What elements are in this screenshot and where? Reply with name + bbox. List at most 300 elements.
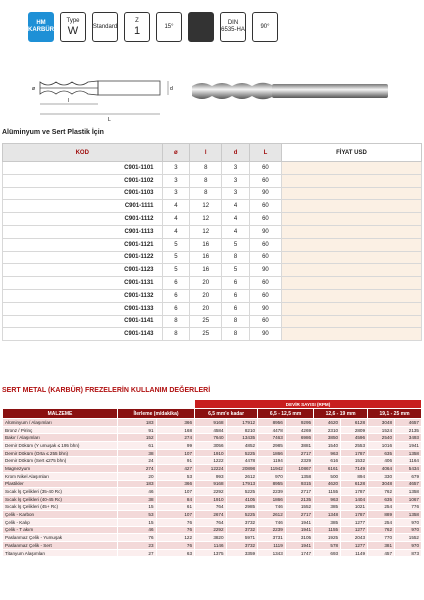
table-cell: 4596 [341,434,368,442]
table-cell: 635 [368,495,395,503]
table-cell: 2674 [195,511,227,519]
table-cell: 2329 [285,457,313,465]
table-cell: 635 [368,449,395,457]
table-cell: Bakır / Alaşımları [3,434,118,442]
table-cell: 1358 [285,472,313,480]
table-cell: 5225 [226,511,258,519]
table2-header: 6,5 - 12,5 mm [258,409,314,419]
table-cell [281,213,421,226]
table-cell: 4852 [226,442,258,450]
table-cell: 776 [395,503,422,511]
table-cell: 679 [395,472,422,480]
table-cell: C901-1133 [3,302,163,315]
table-cell: C901-1143 [3,328,163,341]
helix-15-icon [156,12,182,42]
table-cell: 1149 [341,549,368,557]
rpm-header: DEVİR SAYISI (RPM) [195,400,422,409]
table-cell: 500 [314,472,341,480]
table-row [3,264,422,277]
type-w-icon [60,12,86,42]
table-cell: 1277 [341,526,368,534]
table-cell: Çelik - T akım [3,526,118,534]
table-cell: 889 [368,511,395,519]
table-cell: 457 [368,549,395,557]
table-cell: 4064 [368,465,395,473]
table-cell: 3048 [368,480,395,488]
table-row [3,534,422,542]
table-cell: 1787 [341,511,368,519]
table-cell: 2310 [314,426,341,434]
table-cell: 2553 [341,442,368,450]
table-cell: 3105 [285,534,313,542]
icon-text: 15° [164,23,174,30]
table-cell: 6 [162,289,190,302]
table-cell: 84 [156,495,195,503]
table-cell: 3 [162,174,190,187]
table-cell: 9168 [195,419,227,427]
table-row [3,328,422,341]
table-cell: 970 [258,472,286,480]
table-cell: 3732 [226,518,258,526]
table-cell: 61 [118,442,157,450]
table-cell: 61 [156,503,195,511]
table-cell: 8 [222,315,250,328]
table-cell: 4 [222,200,250,213]
table-row [3,225,422,238]
table-cell: 3 [162,187,190,200]
table-cell [281,238,421,251]
table-cell: 152 [118,434,157,442]
table-cell: 3820 [195,534,227,542]
table-cell: 90 [249,302,281,315]
table-cell: C901-1101 [3,162,163,175]
table-cell: 274 [118,465,157,473]
table-cell: 20 [190,277,222,290]
table-cell: Plastikler [3,480,118,488]
table-cell: 1119 [258,542,286,550]
table-cell: 122 [156,534,195,542]
table-cell: 1787 [341,488,368,496]
table-cell: 1925 [314,534,341,542]
table-cell: 578 [314,542,341,550]
table-cell: Sıcak İş Çelikleri (35-40 Rc) [3,488,118,496]
table-cell: 11942 [258,465,286,473]
table-cell [281,174,421,187]
table-cell: 366 [156,419,195,427]
table-cell: 366 [156,480,195,488]
table-cell: 90 [249,187,281,200]
table-cell: 2612 [226,472,258,480]
table-cell: 1343 [258,549,286,557]
feature-icons [28,12,278,42]
table-row [3,495,422,503]
table-cell: 6 [162,302,190,315]
table-cell: Demir Döküm (Orta ≤ 255 bhn) [3,449,118,457]
table-cell: 1866 [258,495,286,503]
table-cell: 873 [395,549,422,557]
table-cell: 254 [368,518,395,526]
table2-title: SERT METAL (KARBÜR) FREZELERİN KULLANIM DEĞERLERİ [2,387,211,394]
table-cell: 1866 [258,449,286,457]
table-cell: 5225 [226,449,258,457]
table-cell: 770 [368,534,395,542]
table-cell: 616 [314,457,341,465]
table-cell: 2292 [195,526,227,534]
table-cell: 20898 [226,465,258,473]
table-cell: 107 [156,488,195,496]
table-cell: 1164 [395,457,422,465]
table-cell: 38 [118,449,157,457]
table-row [3,434,422,442]
table-cell: 8 [190,174,222,187]
table-cell: 1404 [341,495,368,503]
table-cell: Sıcak İş Çelikleri (40-45 Rc) [3,495,118,503]
table-cell: 76 [156,526,195,534]
table-cell: 2135 [285,495,313,503]
table-cell: 993 [195,472,227,480]
icon-text: 6535-HA [221,27,245,33]
table-cell: Bronz / Pirinç [3,426,118,434]
table-cell: 1532 [341,457,368,465]
table-cell: 27 [118,549,157,557]
table-cell: C901-1111 [3,200,163,213]
table-cell: 1067 [395,495,422,503]
table-cell: 4269 [285,426,313,434]
table-cell: 2985 [258,442,286,450]
table-cell: 2239 [258,488,286,496]
table-cell: 76 [156,542,195,550]
table-row [3,549,422,557]
table-cell: 5 [222,238,250,251]
table-cell: 5971 [226,534,258,542]
table-cell: 274 [156,434,195,442]
table-cell: 3359 [226,549,258,557]
table-cell [281,187,421,200]
table-cell: Sıcak İş Çelikleri (45+ Rc) [3,503,118,511]
table-cell: 1155 [314,526,341,534]
table-row [3,465,422,473]
table2-header: 6,5 mm'e kadar [195,409,258,419]
table-cell: 8 [222,251,250,264]
table-cell: 1277 [341,542,368,550]
dim-diam: ø [32,86,36,92]
table-cell: 1941 [285,526,313,534]
table1-title: Alüminyum ve Sert Plastik İçin [2,129,104,136]
table-cell: 8 [190,187,222,200]
table-cell: 10867 [285,465,313,473]
table-row [3,518,422,526]
table-cell: 4657 [395,480,422,488]
table-cell: 3 [222,174,250,187]
hm-karbur-icon [28,12,54,42]
product-table [2,143,422,341]
table-cell: 693 [314,549,341,557]
table-row [3,213,422,226]
table-cell: 12 [190,213,222,226]
table-cell: Çelik - Karbon [3,511,118,519]
tool-drawing [28,72,178,122]
table-cell: 2135 [395,426,422,434]
table-cell: 8 [190,162,222,175]
table-cell: Demir Döküm (Y umuşak ≤ 195 bhn) [3,442,118,450]
table-cell: 99 [156,442,195,450]
din-icon [220,12,246,42]
table-cell: 4 [162,213,190,226]
table-cell: 3 [222,162,250,175]
table-cell: 20 [118,472,157,480]
table-cell: 24 [118,457,157,465]
table-cell: 4105 [226,495,258,503]
table-cell: 16 [190,238,222,251]
table-cell: 8956 [258,419,286,427]
table-row [3,511,422,519]
table-cell: 254 [368,503,395,511]
table-cell: C901-1121 [3,238,163,251]
table-cell: C901-1102 [3,174,163,187]
table-cell: 60 [249,213,281,226]
table-cell: 46 [118,526,157,534]
table-cell: 894 [341,472,368,480]
table-cell: 60 [249,251,281,264]
table-cell: Alüminyum / Alaşımları [3,419,118,427]
table-cell: 970 [395,518,422,526]
table-cell: 4478 [226,457,258,465]
table-cell: 12 [190,200,222,213]
table-cell [281,277,421,290]
table-cell: 5 [162,264,190,277]
table-cell: 2239 [258,526,286,534]
table-row [3,315,422,328]
table-cell: 3056 [195,442,227,450]
table-cell: 330 [368,472,395,480]
table-cell: 762 [368,526,395,534]
table-cell: 17913 [226,480,258,488]
table-cell: Magnezyum [3,465,118,473]
table-cell: 6 [222,289,250,302]
table-cell: 5 [222,264,250,277]
table-cell: 12224 [195,465,227,473]
table-cell: 107 [156,449,195,457]
icon-text: KARBÜR [28,27,54,33]
coating-icon [188,12,214,42]
table-cell: 1358 [395,511,422,519]
table-cell: 1348 [314,511,341,519]
table-cell: 15 [118,518,157,526]
table-cell: 1375 [195,549,227,557]
table-row [3,488,422,496]
table-cell: 764 [195,518,227,526]
table-cell: 60 [249,238,281,251]
table-cell: 5 [162,238,190,251]
table1-header: l [190,144,222,162]
table-row [3,174,422,187]
table-cell: 9295 [285,419,313,427]
table-cell: 4478 [258,426,286,434]
table-cell: 9315 [285,480,313,488]
table-cell: 1146 [195,542,227,550]
table-cell: 2043 [341,534,368,542]
table-cell: 1358 [395,449,422,457]
usage-table [2,399,422,557]
table-cell: 20 [190,289,222,302]
table-cell: 16 [190,251,222,264]
table-cell: 2292 [195,488,227,496]
table-cell: 5 [162,251,190,264]
table-cell: 9168 [195,480,227,488]
table-row [3,542,422,550]
table-cell: 1910 [195,449,227,457]
table-cell: C901-1123 [3,264,163,277]
table-cell: 1552 [395,534,422,542]
table-cell: 46 [118,488,157,496]
table-cell: 4620 [314,480,341,488]
table-cell: 8955 [258,480,286,488]
table-cell [281,328,421,341]
table-row [3,457,422,465]
table-cell [281,289,421,302]
table-cell: 1787 [341,449,368,457]
table-cell: 7463 [258,434,286,442]
table-cell: 2717 [285,511,313,519]
table-cell: 8 [162,315,190,328]
table-cell: 91 [156,457,195,465]
table-cell: 23 [118,542,157,550]
table-cell: 970 [395,542,422,550]
table-cell: 2540 [368,434,395,442]
table-cell: 2985 [226,503,258,511]
table-cell: 3493 [395,434,422,442]
table-cell: 6128 [341,419,368,427]
table-cell: 13435 [226,434,258,442]
table-cell: 17912 [226,419,258,427]
table-row [3,187,422,200]
table-cell: C901-1122 [3,251,163,264]
icon-text: 1 [133,24,141,37]
table-row [3,472,422,480]
table-cell: 8 [162,328,190,341]
table-row [3,162,422,175]
table-cell: 4 [162,225,190,238]
table-cell: 6 [162,277,190,290]
icon-text: HM [36,20,46,26]
table-cell: 963 [314,449,341,457]
table-row [3,503,422,511]
dim-l: l [68,98,70,104]
table-cell: 183 [118,419,157,427]
table-cell: 1194 [258,457,286,465]
table-cell: 6986 [285,434,313,442]
table-row [3,442,422,450]
dim-L: L [108,117,111,122]
table-cell: 1016 [368,442,395,450]
table-row [3,302,422,315]
table-cell: 746 [258,518,286,526]
table-row [3,251,422,264]
table2-header: 19,1 - 25 mm [368,409,422,419]
dim-d: d [170,86,173,92]
table-cell: 970 [395,526,422,534]
table-cell: 385 [314,503,341,511]
table-cell: 1358 [395,488,422,496]
table-cell: 76 [156,518,195,526]
table-cell [281,264,421,277]
table-cell: 8210 [226,426,258,434]
table-cell: 4620 [314,419,341,427]
table-cell: 4 [162,200,190,213]
table-cell: 3732 [226,542,258,550]
angle-90-icon [252,12,278,42]
table-row [3,449,422,457]
table-cell: 1524 [368,426,395,434]
z1-icon [124,12,150,42]
table-cell: 7149 [341,465,368,473]
table1-header: KOD [3,144,163,162]
table-cell [281,251,421,264]
icon-text: DIN [227,20,239,26]
table-cell: 76 [118,534,157,542]
table-cell: 90 [249,225,281,238]
table2-header: 12,6 - 19 mm [314,409,368,419]
table-cell: 2717 [285,449,313,457]
table-cell: Krom Nikel Alaşımları [3,472,118,480]
table-cell: 963 [314,495,341,503]
table2-header: MALZEME [3,409,118,419]
table-cell: 3048 [368,419,395,427]
table-cell [281,200,421,213]
table-cell: C901-1113 [3,225,163,238]
table-cell: 6128 [341,480,368,488]
table-cell: 385 [314,518,341,526]
table-cell: 107 [156,511,195,519]
table-cell: 60 [249,315,281,328]
table-row [3,277,422,290]
table-cell [281,315,421,328]
table-cell: 6 [222,302,250,315]
icon-text: W [67,24,79,37]
table-cell: 746 [258,503,286,511]
table-cell: 1747 [285,549,313,557]
tool-photo [190,76,390,106]
table-row [3,480,422,488]
table-cell: C901-1112 [3,213,163,226]
table-cell: 764 [195,503,227,511]
table-cell: 3731 [258,534,286,542]
table-cell: 1277 [341,518,368,526]
table-cell: 4584 [195,426,227,434]
table-cell: 3732 [226,526,258,534]
table-cell: 16 [190,264,222,277]
table1-header: L [249,144,281,162]
table-cell [281,302,421,315]
icon-text: Z [135,17,139,24]
table-cell: 91 [118,426,157,434]
table-cell: 38 [118,495,157,503]
icon-text: 90° [260,23,270,30]
table-row [3,289,422,302]
table-cell: 1941 [395,442,422,450]
table1-header: FİYAT USD [281,144,421,162]
table-cell: 183 [118,480,157,488]
table-cell [281,162,421,175]
table-cell: 5434 [395,465,422,473]
table-cell: 6 [222,277,250,290]
table-cell: 3881 [285,442,313,450]
table-cell: C901-1103 [3,187,163,200]
table-cell: 1941 [285,542,313,550]
table-cell: 53 [118,511,157,519]
table-cell: C901-1132 [3,289,163,302]
table-cell: 8 [222,328,250,341]
